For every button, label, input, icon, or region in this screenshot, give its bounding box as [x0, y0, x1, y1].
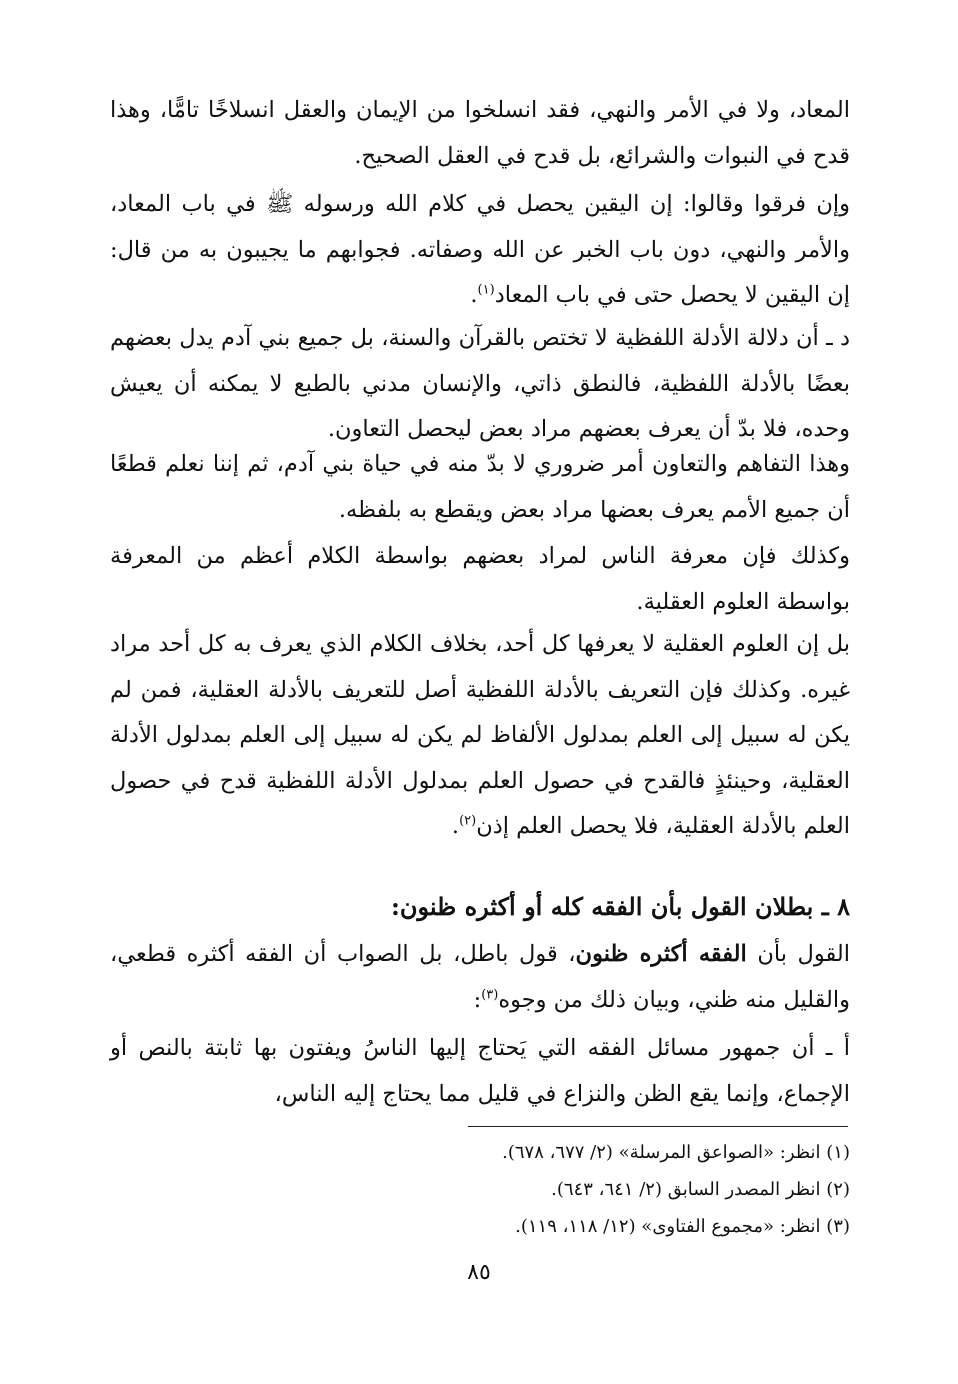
paragraph-text: المعاد، ولا في الأمر والنهي، فقد انسلخوا من الإيمان والعقل انسلاخًا تامًّا، وهذا قدح في النبوات والشرائع، بل قدح في العقل الصحيح.	[110, 97, 850, 169]
paragraph-text: وإن فرقوا وقالوا: إن اليقين يحصل في كلام الله ورسوله ﷺ في باب المعاد، والأمر والنهي، دون باب الخبر عن الله وصفاته. فجوابهم ما يجيبون به من قال: إن اليقين لا يحصل حتى في باب المعاد	[110, 191, 850, 308]
bold-phrase: الفقه أكثره ظنون	[575, 941, 747, 967]
paragraph-text: بل إن العلوم العقلية لا يعرفها كل أحد، بخلاف الكلام الذي يعرف به كل أحد مراد غيره. وكذلك فإن التعريف بالأدلة اللفظية أصل للتعريف بالأدلة العقلية، فمن لم يكن له سبيل إلى العلم بمدلول الألفاظ لم يكن له سبيل إلى العلم بمدلول الأدلة العقلية، وحينئذٍ فالقدح في حصول العلم بمدلول الأدلة اللفظية قدح في حصول العلم بالأدلة العقلية، فلا يحصل العلم إذن	[110, 631, 850, 839]
footnote-ref-3[interactable]: (٣)	[481, 987, 499, 1002]
paragraph	[110, 316, 850, 453]
paragraph-text: وهذا التفاهم والتعاون أمر ضروري لا بدّ منه في حياة بني آدم، ثم إننا نعلم قطعًا أن جميع الأمم يعرف بعضها مراد بعض ويقطع به بلفظه.	[110, 451, 850, 523]
footnote-ref-1[interactable]: (١)	[477, 282, 495, 298]
period: .	[470, 282, 478, 308]
paragraph-text: د ـ أن دلالة الأدلة اللفظية لا تختص بالقرآن والسنة، بل جميع بني آدم يدل بعضهم بعضًا بالأدلة اللفظية، فالنطق ذاتي، والإنسان مدني بالطبع لا يمكنه أن يعيش وحده، فلا بدّ أن يعرف بعضهم مراد بعض ليحصل التعاون.	[110, 325, 850, 442]
paragraph	[110, 442, 850, 533]
paragraph-text: القول بأن	[746, 941, 851, 967]
paragraph-text: أ ـ أن جمهور مسائل الفقه التي يَحتاج إليها الناسُ ويفتون بها ثابتة بالنص أو الإجماع، وإنما يقع الظن والنزاع في قليل مما يحتاج إليه الناس،	[110, 1035, 850, 1107]
colon: :	[473, 986, 482, 1013]
paragraph-text: ، قول باطل، بل الصواب أن الفقه أكثره قطعي، والقليل منه ظني، وبيان ذلك من وجوه	[110, 941, 850, 1013]
paragraph	[110, 622, 850, 850]
page-number: ٨٥	[467, 1260, 491, 1285]
footnotes	[110, 1134, 850, 1245]
paragraph	[110, 88, 850, 179]
paragraph	[110, 182, 850, 319]
paragraph-text: وكذلك فإن معرفة الناس لمراد بعضهم بواسطة الكلام أعظم من المعرفة بواسطة العلوم العقلية.	[110, 543, 850, 615]
paragraph	[110, 1026, 850, 1117]
footnote-3: (٣) انظر: «مجموع الفتاوى» (١٢/ ١١٨، ١١٩).	[515, 1216, 850, 1237]
footnote-2: (٢) انظر المصدر السابق (٢/ ٦٤١، ٦٤٣).	[551, 1179, 850, 1200]
period: .	[451, 813, 460, 839]
footnote-ref-2[interactable]: (٢)	[459, 813, 477, 829]
section-heading: ٨ ـ بطلان القول بأن الفقه كله أو أكثره ظنون:	[390, 892, 850, 921]
footnote-1: (١) انظر: «الصواعق المرسلة» (٢/ ٦٧٧، ٦٧٨).	[502, 1142, 850, 1163]
footnote-divider	[468, 1126, 848, 1127]
paragraph	[110, 932, 850, 1023]
paragraph	[110, 534, 850, 625]
